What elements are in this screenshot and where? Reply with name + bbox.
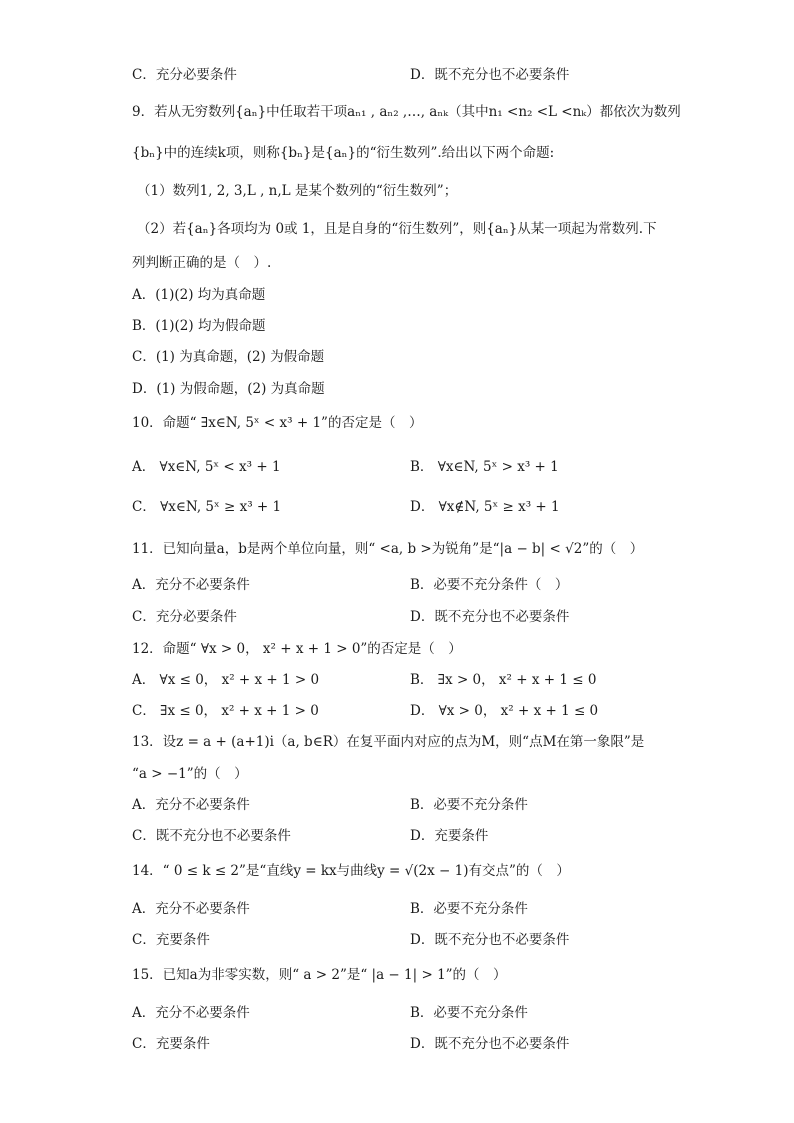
- q8-option-d: D．既不充分也不必要条件: [410, 67, 570, 83]
- q12-option-a: A． ∀x ≤ 0， x² + x + 1 > 0: [132, 672, 320, 688]
- q11-stem: 11．已知向量a，b是两个单位向量，则“ <a, b >为锐角”是“|a − b| < √2”的（ ）: [132, 541, 644, 557]
- q13-option-a: A．充分不必要条件: [132, 797, 250, 813]
- q11-option-d: D．既不充分也不必要条件: [410, 609, 570, 625]
- q15-stem: 15．已知a为非零实数，则“ a > 2”是“ |a − 1| > 1”的（ ）: [132, 967, 507, 983]
- q9-option-a: A．(1)(2) 均为真命题: [132, 287, 266, 303]
- q14-stem: 14．“ 0 ≤ k ≤ 2”是“直线y = kx与曲线y = √(2x − 1)有交点”的（ ）: [132, 863, 570, 879]
- q14-option-c: C．充要条件: [132, 932, 210, 948]
- q9-stem-line1: 9．若从无穷数列{aₙ}中任取若干项aₙ₁ , aₙ₂ ,…, aₙₖ（其中n₁ <n₂ <L <nₖ）都依次为数列: [132, 104, 681, 120]
- q13-option-d: D．充要条件: [410, 828, 489, 844]
- q12-option-d: D． ∀x > 0， x² + x + 1 ≤ 0: [410, 703, 599, 719]
- q9-option-d: D．(1) 为假命题，(2) 为真命题: [132, 381, 325, 397]
- q10-option-d: D． ∀x∉N, 5ˣ ≥ x³ + 1: [410, 499, 560, 515]
- q12-stem: 12．命题“ ∀x > 0， x² + x + 1 > 0”的否定是（ ）: [132, 641, 462, 657]
- q8-option-c: C．充分必要条件: [132, 67, 237, 83]
- q9-stem-line5: 列判断正确的是（ ）.: [132, 255, 272, 271]
- q9-option-c: C．(1) 为真命题，(2) 为假命题: [132, 349, 325, 365]
- q11-option-b: B．必要不充分条件（ ）: [410, 577, 569, 593]
- q12-option-b: B． ∃x > 0， x² + x + 1 ≤ 0: [410, 672, 597, 688]
- q15-option-b: B．必要不充分条件: [410, 1005, 528, 1021]
- q12-option-c: C． ∃x ≤ 0， x² + x + 1 > 0: [132, 703, 319, 719]
- q9-option-b: B．(1)(2) 均为假命题: [132, 318, 266, 334]
- q9-proposition-2: （2）若{aₙ}各项均为 0或 1，且是自身的“衍生数列”，则{aₙ}从某一项起为常数列.下: [137, 221, 657, 237]
- q9-proposition-1: （1）数列1, 2, 3,L , n,L 是某个数列的“衍生数列”；: [137, 183, 458, 199]
- q14-option-a: A．充分不必要条件: [132, 901, 250, 917]
- q9-stem-line2: {bₙ}中的连续k项，则称{bₙ}是{aₙ}的“衍生数列”.给出以下两个命题:: [132, 145, 555, 161]
- q10-option-b: B． ∀x∈N, 5ˣ > x³ + 1: [410, 459, 559, 475]
- q15-option-c: C．充要条件: [132, 1036, 210, 1052]
- q10-option-a: A． ∀x∈N, 5ˣ < x³ + 1: [132, 459, 281, 475]
- q13-option-b: B．必要不充分条件: [410, 797, 528, 813]
- q15-option-a: A．充分不必要条件: [132, 1005, 250, 1021]
- q13-stem-line2: “a > −1”的（ ）: [132, 766, 248, 782]
- q11-option-a: A．充分不必要条件: [132, 577, 250, 593]
- q10-option-c: C． ∀x∈N, 5ˣ ≥ x³ + 1: [132, 499, 282, 515]
- q13-option-c: C．既不充分也不必要条件: [132, 828, 291, 844]
- q14-option-b: B．必要不充分条件: [410, 901, 528, 917]
- q14-option-d: D．既不充分也不必要条件: [410, 932, 570, 948]
- q11-option-c: C．充分必要条件: [132, 609, 237, 625]
- q15-option-d: D．既不充分也不必要条件: [410, 1036, 570, 1052]
- q10-stem: 10．命题“ ∃x∈N, 5ˣ < x³ + 1”的否定是（ ）: [132, 415, 423, 431]
- q13-stem-line1: 13．设z = a + (a+1)i（a, b∈R）在复平面内对应的点为M，则“点M在第一象限”是: [132, 734, 645, 750]
